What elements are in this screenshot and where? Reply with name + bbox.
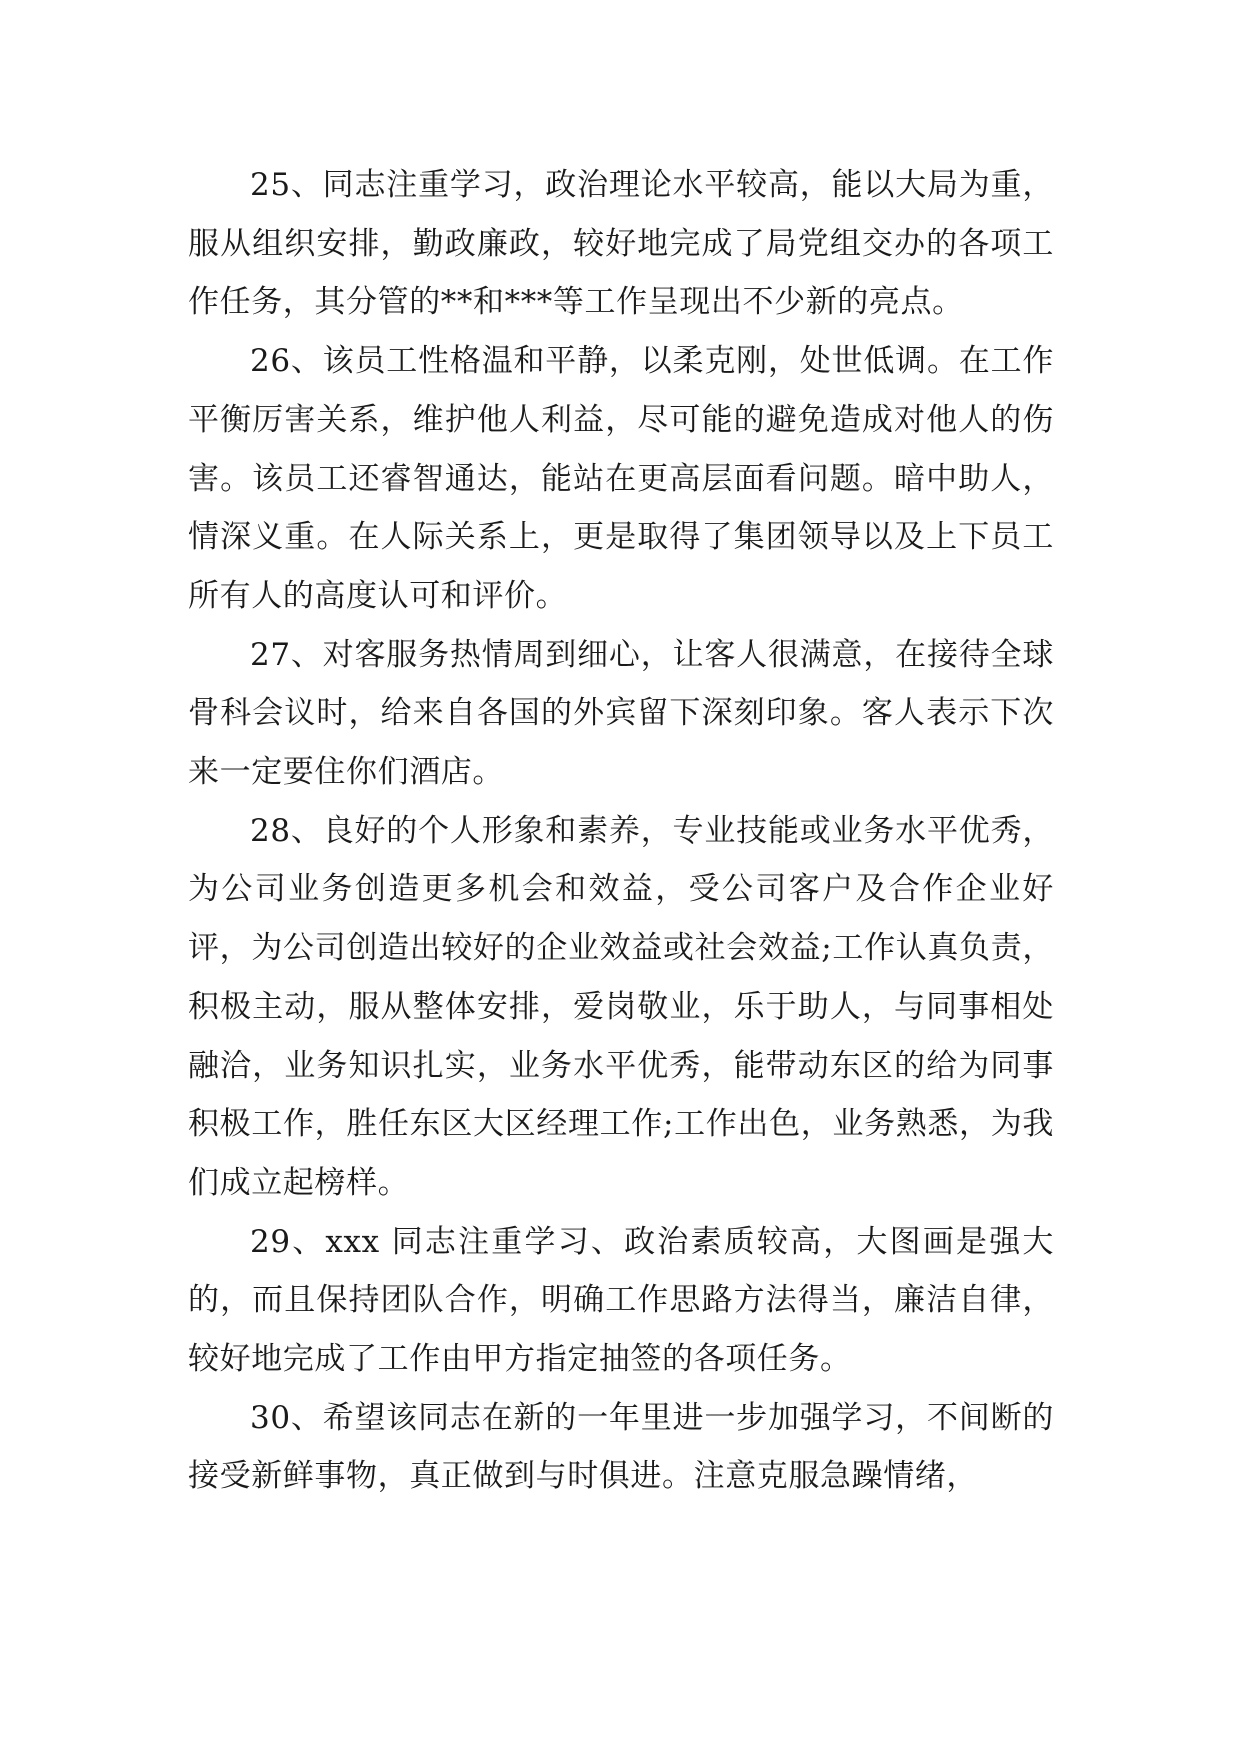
document-body	[188, 156, 1054, 1506]
paragraph-26: 26、该员工性格温和平静，以柔克刚，处世低调。在工作平衡厉害关系，维护他人利益，尽可能的避免造成对他人的伤害。该员工还睿智通达，能站在更高层面看问题。暗中助人，情深义重。在人际关系上，更是取得了集团领导以及上下员工所有人的高度认可和评价。	[188, 343, 1054, 614]
paragraph-27: 27、对客服务热情周到细心，让客人很满意，在接待全球骨科会议时，给来自各国的外宾留下深刻印象。客人表示下次来一定要住你们酒店。	[188, 636, 1054, 791]
paragraph-30: 30、希望该同志在新的一年里进一步加强学习，不间断的接受新鲜事物，真正做到与时俱进。注意克服急躁情绪，	[188, 1399, 1054, 1495]
paragraph-28: 28、良好的个人形象和素养，专业技能或业务水平优秀，为公司业务创造更多机会和效益，受公司客户及合作企业好评，为公司创造出较好的企业效益或社会效益;工作认真负责，积极主动，服从整体安排，爱岗敬业，乐于助人，与同事相处融洽，业务知识扎实，业务水平优秀，能带动东区的给为同事积极工作，胜任东区大区经理工作;工作出色，业务熟悉，为我们成立起榜样。	[188, 812, 1054, 1201]
paragraph-25: 25、同志注重学习，政治理论水平较高，能以大局为重，服从组织安排，勤政廉政，较好地完成了局党组交办的各项工作任务，其分管的**和***等工作呈现出不少新的亮点。	[188, 167, 1054, 321]
paragraph-29: 29、xxx 同志注重学习、政治素质较高，大图画是强大的，而且保持团队合作，明确工作思路方法得当，廉洁自律，较好地完成了工作由甲方指定抽签的各项任务。	[188, 1223, 1054, 1378]
